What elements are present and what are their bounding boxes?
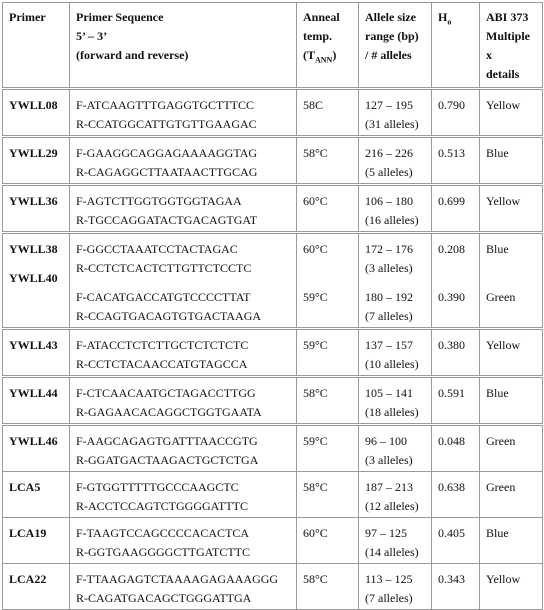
allele-count: (31 alleles) xyxy=(365,117,419,131)
header-allele xyxy=(359,3,432,89)
dye-color: Green xyxy=(480,472,543,518)
ho-value: 0.638 xyxy=(432,472,480,518)
forward-sequence: F-GAAGGCAGGAGAAAAGGTAG xyxy=(76,146,258,160)
forward-sequence: F-TAAGTCCAGCCCCACACTCA xyxy=(76,526,250,540)
allele-count: (7 alleles) xyxy=(365,309,413,323)
header-allele-line: / # alleles xyxy=(365,48,412,62)
primer-sequence xyxy=(70,89,297,137)
reverse-sequence: R-GAGAACACAGGCTGGTGAATA xyxy=(76,405,262,419)
forward-sequence: F-AGTCTTGGTGGTGGTAGAA xyxy=(76,194,242,208)
dye-color: Green xyxy=(480,425,543,472)
primer-name: YWLL46 xyxy=(3,425,70,472)
forward-sequence: F-GTGGTTTTTGCCCAAGCTC xyxy=(76,480,239,494)
primer-name: LCA22 xyxy=(3,564,70,610)
table-row xyxy=(3,329,543,377)
header-allele-line: Allele size xyxy=(365,10,416,24)
reverse-sequence: R-CAGATGACAGCTGGGATTGA xyxy=(76,591,252,605)
reverse-sequence: R-CCTCTCACTCTTGTTCTCCTC xyxy=(76,261,252,275)
header-primer xyxy=(3,3,70,89)
forward-sequence: F-ATACCTCTCTTGCTCTCTCTC xyxy=(76,338,249,352)
allele-range xyxy=(359,518,432,564)
table-row xyxy=(3,185,543,233)
forward-sequence: F-TTAAGAGTCTAAAAGAGAAAGGG xyxy=(76,572,279,586)
table-row xyxy=(3,377,543,425)
primer-name: YWLL08 xyxy=(3,89,70,137)
header-anneal-close: ) xyxy=(332,48,337,62)
reverse-sequence: R-GGATGACTAAGACTGCTCTGA xyxy=(76,453,259,467)
ho-value: 0.591 xyxy=(432,377,480,425)
size-range: 216 – 226 xyxy=(365,146,413,160)
anneal-temp: 58°C xyxy=(297,137,359,185)
header-abi-line: Multiple xyxy=(486,29,530,43)
forward-sequence: F-ATCAAGTTTGAGGTGCTTTCC xyxy=(76,98,254,112)
allele-count: (3 alleles) xyxy=(365,453,413,467)
header-abi-line: x xyxy=(486,48,492,62)
forward-sequence: F-CACATGACCATGTCCCCTTAT xyxy=(76,290,251,304)
header-sequence xyxy=(70,3,297,89)
ho-value: 0.208 xyxy=(438,242,465,256)
size-range: 106 – 180 xyxy=(365,194,413,208)
allele-range xyxy=(359,185,432,233)
dye-color: Yellow xyxy=(480,329,543,377)
primer-name: YWLL29 xyxy=(3,137,70,185)
dye-color: Yellow xyxy=(480,89,543,137)
header-abi xyxy=(480,3,543,89)
primer-sequence xyxy=(70,472,297,518)
ho-value: 0.343 xyxy=(432,564,480,610)
table-row xyxy=(3,425,543,472)
ho-value-group xyxy=(432,233,480,329)
reverse-sequence: R-TGCCAGGATACTGACAGTGAT xyxy=(76,213,258,227)
header-ho-label: H xyxy=(438,10,448,24)
reverse-sequence: R-CCAGTGACAGTGTGACTAAGA xyxy=(76,309,262,323)
allele-range xyxy=(359,137,432,185)
allele-count: (3 alleles) xyxy=(365,261,413,275)
anneal-temp: 59°C xyxy=(297,329,359,377)
allele-count: (7 alleles) xyxy=(365,591,413,605)
primer-name: YWLL36 xyxy=(3,185,70,233)
allele-count: (14 alleles) xyxy=(365,545,419,559)
anneal-temp: 59°C xyxy=(303,290,328,304)
allele-count: (18 alleles) xyxy=(365,405,419,419)
dye-color: Green xyxy=(486,290,516,304)
ho-value: 0.048 xyxy=(432,425,480,472)
primer-name: YWLL43 xyxy=(3,329,70,377)
reverse-sequence: R-CAGAGGCTTAATAACTTGCAG xyxy=(76,165,258,179)
dye-color-group xyxy=(480,233,543,329)
anneal-temp-group xyxy=(297,233,359,329)
anneal-temp: 58°C xyxy=(297,377,359,425)
table-row xyxy=(3,137,543,185)
primer-sequence xyxy=(70,518,297,564)
size-range: 127 – 195 xyxy=(365,98,413,112)
dye-color: Blue xyxy=(480,377,543,425)
header-abi-line: details xyxy=(486,67,520,81)
header-anneal-line: temp. xyxy=(303,29,332,43)
dye-color: Blue xyxy=(486,242,509,256)
anneal-temp: 59°C xyxy=(297,425,359,472)
table-row-group xyxy=(3,233,543,329)
header-anneal-line: Anneal xyxy=(303,10,340,24)
table-row xyxy=(3,518,543,564)
allele-count: (16 alleles) xyxy=(365,213,419,227)
size-range: 187 – 213 xyxy=(365,480,413,494)
allele-range-group xyxy=(359,233,432,329)
anneal-temp: 60°C xyxy=(297,185,359,233)
reverse-sequence: R-CCATGGCATTGTGTTGAAGAC xyxy=(76,117,257,131)
ho-value: 0.405 xyxy=(432,518,480,564)
primer-name: YWLL44 xyxy=(3,377,70,425)
forward-sequence: F-CTCAACAATGCTAGACCTTGG xyxy=(76,386,256,400)
table-body xyxy=(3,89,543,610)
primer-sequence xyxy=(70,137,297,185)
primer-table xyxy=(2,2,543,610)
primer-sequence xyxy=(70,329,297,377)
reverse-sequence: R-CCTCTACAACCATGTAGCCA xyxy=(76,357,248,371)
size-range: 113 – 125 xyxy=(365,572,413,586)
primer-sequence xyxy=(70,564,297,610)
ho-value: 0.513 xyxy=(432,137,480,185)
size-range: 96 – 100 xyxy=(365,434,407,448)
allele-count: (10 alleles) xyxy=(365,357,419,371)
ho-value: 0.699 xyxy=(432,185,480,233)
header-sequence-line: 5’ – 3’ xyxy=(76,29,108,43)
reverse-sequence: R-GGTGAAGGGGCTTGATCTTC xyxy=(76,545,250,559)
allele-range xyxy=(359,89,432,137)
anneal-temp: 60°C xyxy=(297,518,359,564)
anneal-temp: 60°C xyxy=(303,242,328,256)
allele-range xyxy=(359,425,432,472)
header-ho-sub: o xyxy=(447,17,452,27)
header-row xyxy=(3,3,543,89)
header-anneal-sub: ANN xyxy=(315,55,333,65)
allele-range xyxy=(359,564,432,610)
size-range: 97 – 125 xyxy=(365,526,407,540)
dye-color: Blue xyxy=(480,137,543,185)
primer-sequence-group xyxy=(70,233,297,329)
anneal-temp: 58°C xyxy=(297,472,359,518)
header-sequence-line: (forward and reverse) xyxy=(76,48,189,62)
primer-sequence xyxy=(70,377,297,425)
primer-name: LCA19 xyxy=(3,518,70,564)
anneal-temp: 58°C xyxy=(297,564,359,610)
header-primer-label: Primer xyxy=(9,10,46,24)
ho-value: 0.390 xyxy=(438,290,465,304)
ho-value: 0.380 xyxy=(432,329,480,377)
header-anneal-t: (T xyxy=(303,48,315,62)
primer-sequence xyxy=(70,425,297,472)
dye-color: Yellow xyxy=(480,564,543,610)
forward-sequence: F-GGCCTAAATCCTACTAGAC xyxy=(76,242,238,256)
size-range: 172 – 176 xyxy=(365,242,413,256)
header-abi-line: ABI 373 xyxy=(486,10,529,24)
dye-color: Blue xyxy=(480,518,543,564)
table-row xyxy=(3,472,543,518)
allele-count: (5 alleles) xyxy=(365,165,413,179)
primer-name-group xyxy=(3,233,70,329)
forward-sequence: F-AAGCAGAGTGATTTAACCGTG xyxy=(76,434,258,448)
header-anneal xyxy=(297,3,359,89)
allele-count: (12 alleles) xyxy=(365,499,419,513)
ho-value: 0.790 xyxy=(432,89,480,137)
allele-range xyxy=(359,472,432,518)
table-row xyxy=(3,89,543,137)
anneal-temp: 58C xyxy=(297,89,359,137)
header-sequence-line: Primer Sequence xyxy=(76,10,164,24)
header-ho xyxy=(432,3,480,89)
table-row xyxy=(3,564,543,610)
size-range: 137 – 157 xyxy=(365,338,413,352)
primer-name: LCA5 xyxy=(3,472,70,518)
primer-name: YWLL40 xyxy=(9,271,58,285)
allele-range xyxy=(359,329,432,377)
reverse-sequence: R-ACCTCCAGTCTGGGGATTTC xyxy=(76,499,249,513)
size-range: 180 – 192 xyxy=(365,290,413,304)
dye-color: Yellow xyxy=(480,185,543,233)
size-range: 105 – 141 xyxy=(365,386,413,400)
header-allele-line: range (bp) xyxy=(365,29,419,43)
allele-range xyxy=(359,377,432,425)
primer-sequence xyxy=(70,185,297,233)
primer-name: YWLL38 xyxy=(9,242,58,256)
